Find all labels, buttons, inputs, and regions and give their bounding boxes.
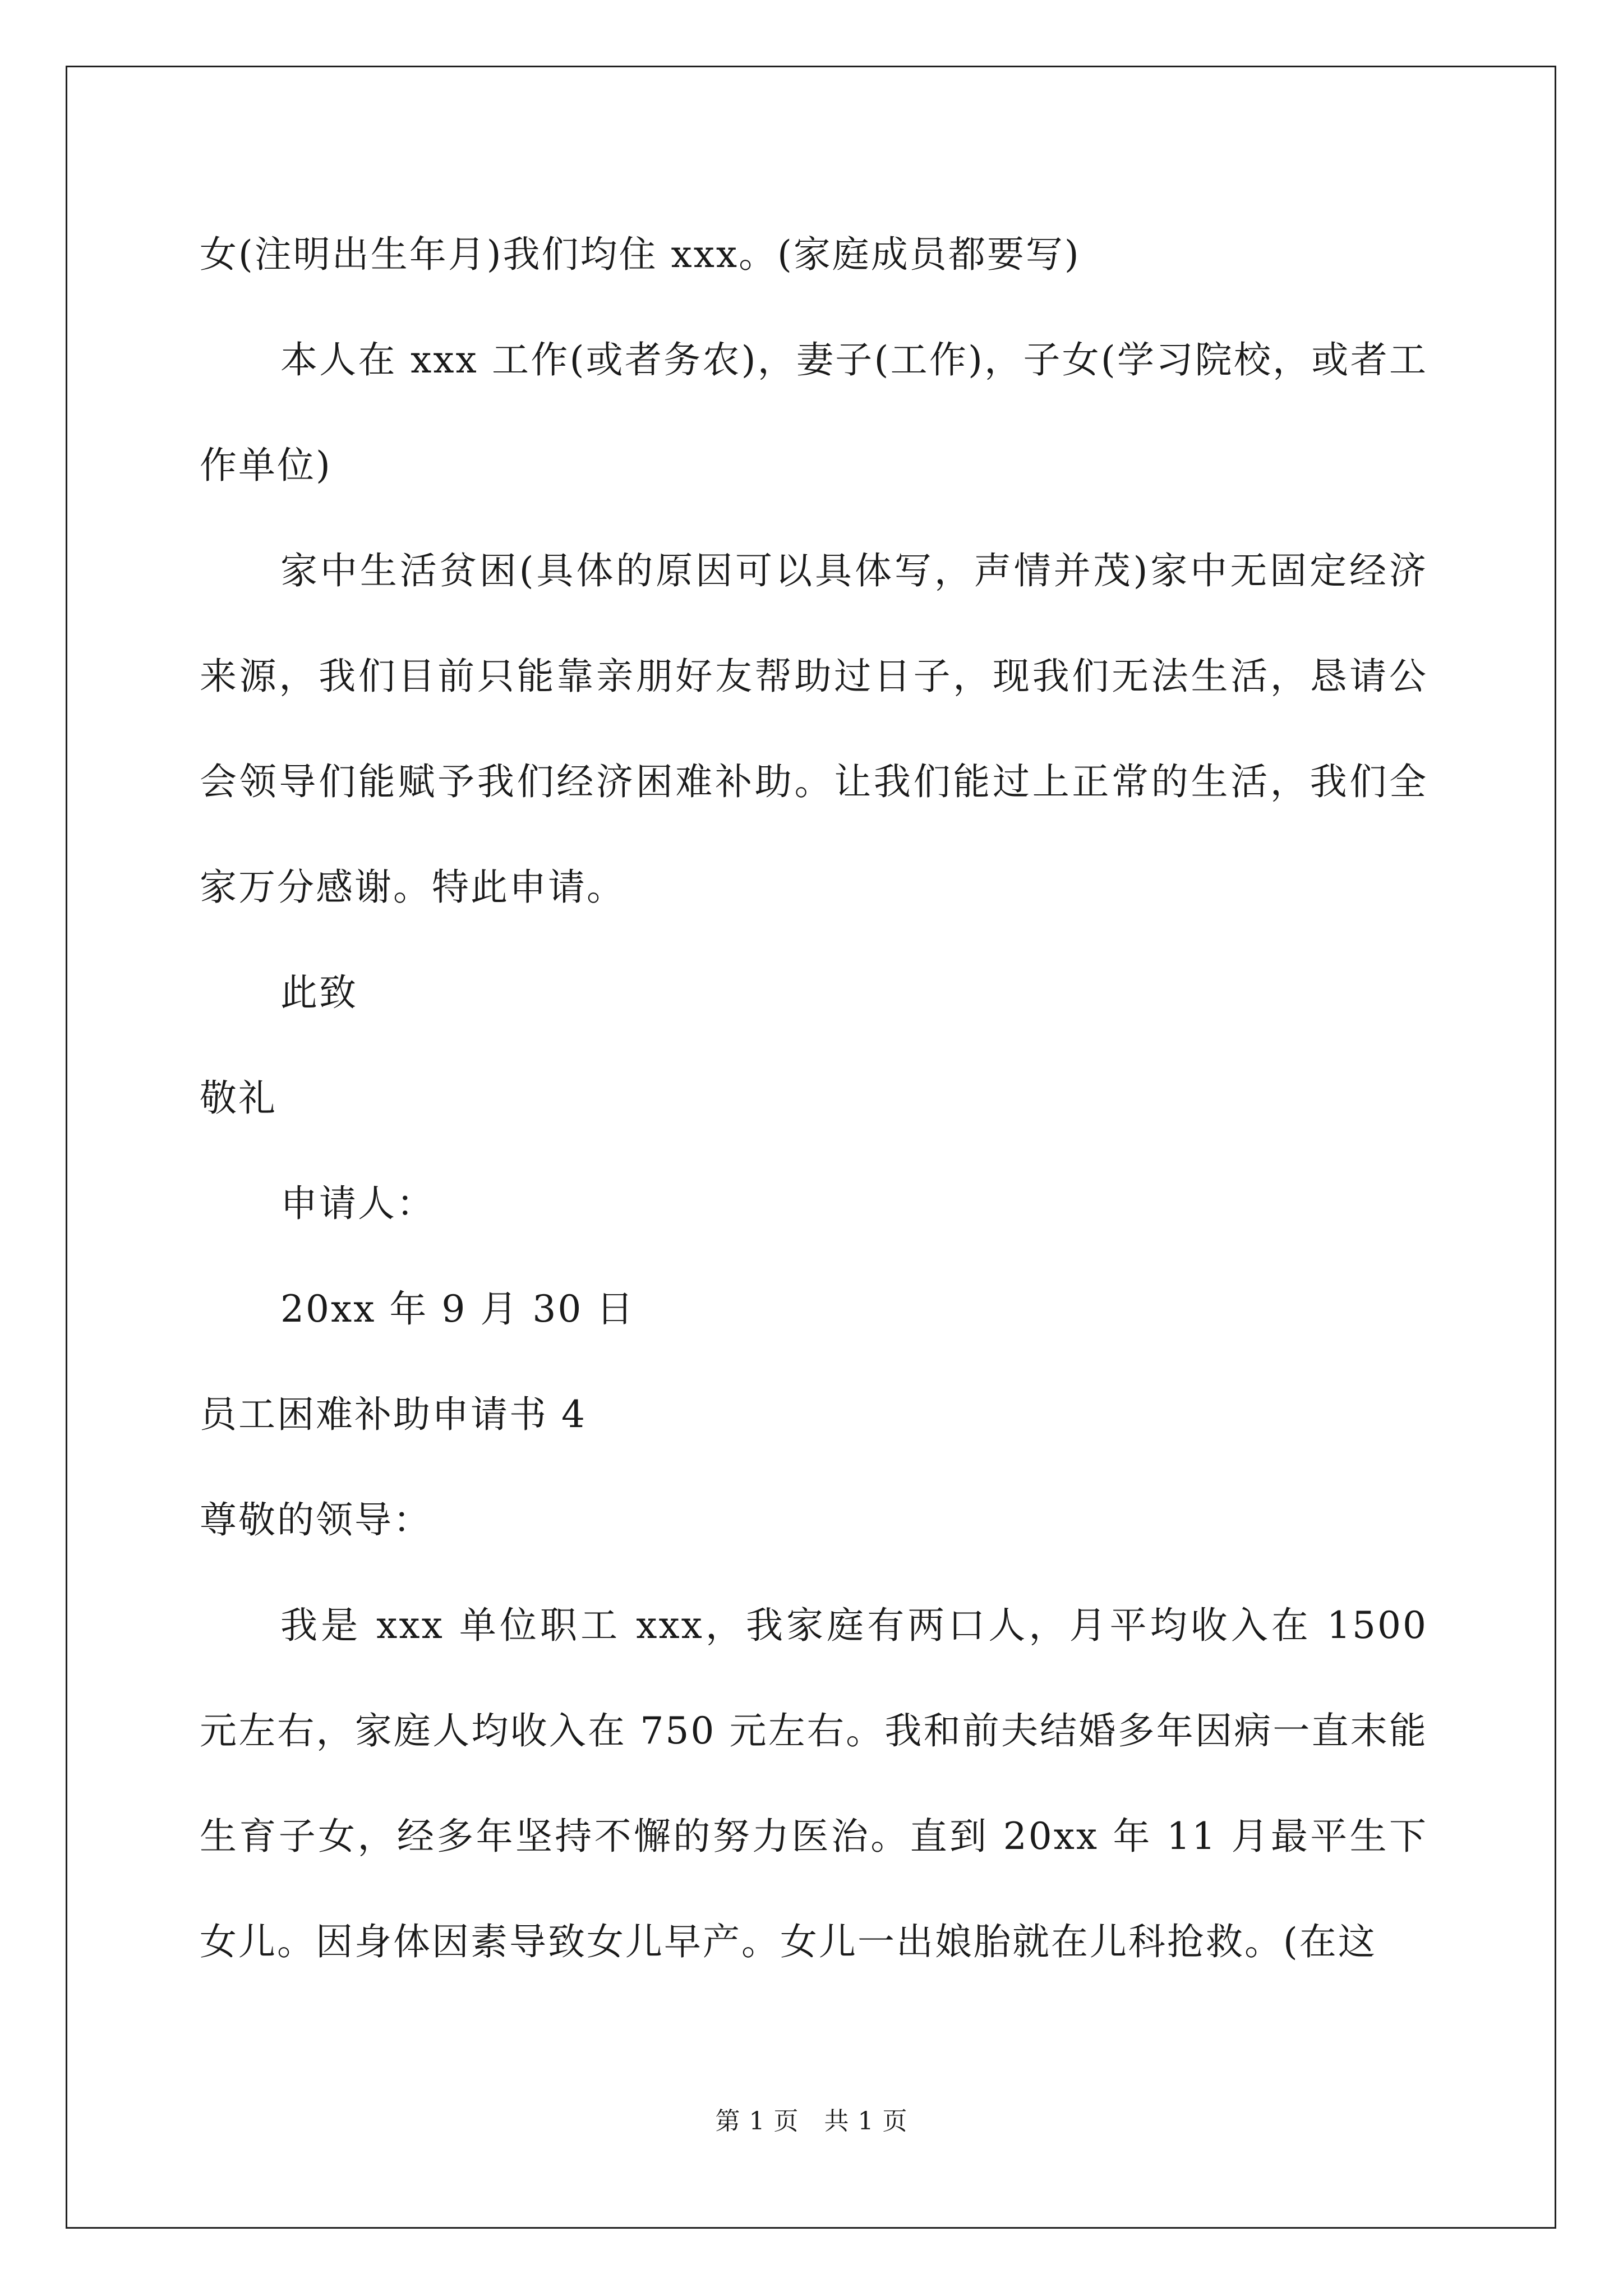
closing-respect: 敬礼 xyxy=(200,1076,277,1120)
greeting: 尊敬的领导： xyxy=(200,1498,432,1542)
paragraph-introduction: 我是 xxx 单位职工 xxx，我家庭有两口人，月平均收入在 1500 元左右，家庭人均收入在 750 元左右。我和前夫结婚多年因病一直末能生育子女，经多年坚持不懈的努力医治。直到 20xx 年 11 月最平生下女儿。因身体因素导致女儿早产。女儿一出娘胎就在儿科抢救。(在这 xyxy=(200,1604,1441,1963)
page-footer: 第 1 页 共 1 页 xyxy=(715,2107,908,2136)
document-body xyxy=(200,202,1441,1995)
paragraph-family-members: 女(注明出生年月)我们均住 xxx。(家庭成员都要写) xyxy=(200,233,1081,276)
section-title: 员工困难补助申请书 4 xyxy=(200,1393,587,1436)
paragraph-work: 本人在 xxx 工作(或者务农)，妻子(工作)，子女(学习院校，或者工作单位) xyxy=(200,338,1428,487)
applicant-label: 申请人： xyxy=(280,1182,435,1225)
closing-salutation: 此致 xyxy=(280,971,358,1014)
application-date: 20xx 年 9 月 30 日 xyxy=(280,1287,635,1331)
paragraph-hardship: 家中生活贫困(具体的原因可以具体写，声情并茂)家中无固定经济来源，我们目前只能靠亲朋好友帮助过日子，现我们无法生活，恳请公会领导们能赋予我们经济困难补助。让我们能过上正常的生活，我们全家万分感谢。特此申请。 xyxy=(200,549,1428,909)
